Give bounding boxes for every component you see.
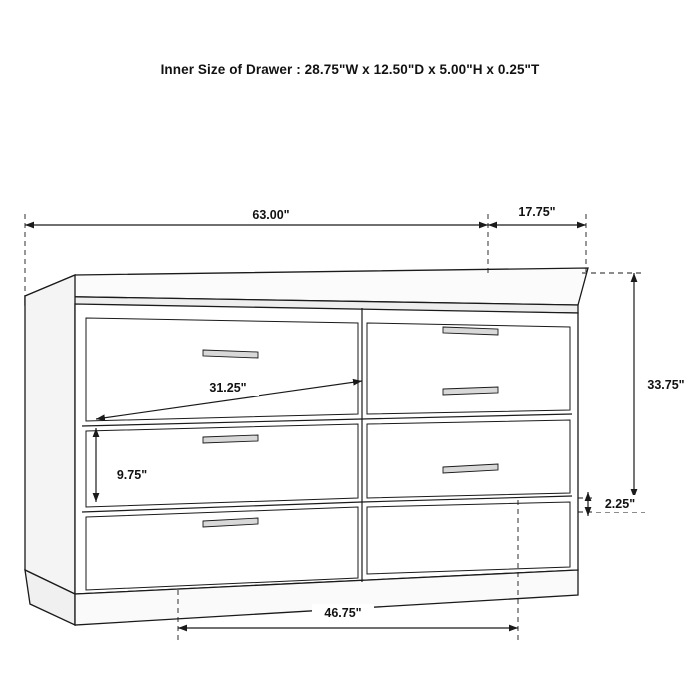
dresser-illustration [25,268,588,625]
page-title: Inner Size of Drawer : 28.75"W x 12.50"D x 5.00"H x 0.25"T [160,62,540,77]
dim-label-base-height-right: 2.25" [604,497,636,511]
dim-label-height-right: 33.75" [647,378,685,392]
dresser-left-side-panel [25,275,75,594]
drawer-front-right-bottom [367,502,570,574]
dim-label-depth-top: 17.75" [518,205,556,219]
drawer-front-right-top [367,323,570,414]
dim-label-width-top: 63.00" [252,208,290,222]
drawer-front-left-bottom [86,507,358,590]
drawer-front-right-middle [367,420,570,498]
dim-label-base-width: 46.75" [324,606,362,620]
dim-label-drawer-height: 9.75" [116,468,148,482]
dim-label-drawer-width: 31.25" [209,381,247,395]
drawer-front-left-top [86,318,358,421]
